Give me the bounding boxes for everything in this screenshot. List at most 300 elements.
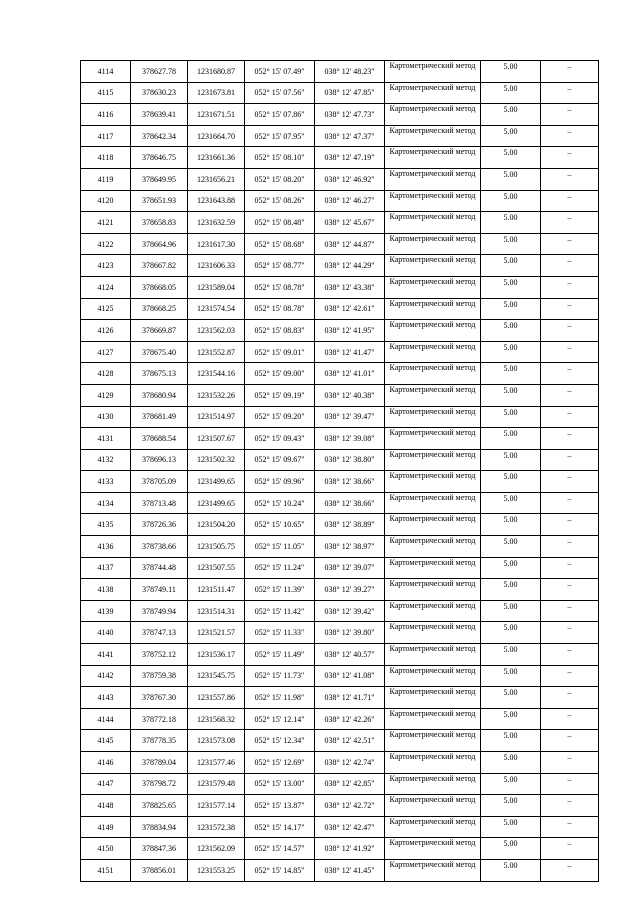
y-coordinate-cell: 1231577.14 xyxy=(188,795,245,817)
x-coordinate-cell: 378856.01 xyxy=(131,859,188,881)
table-row xyxy=(81,665,599,687)
method-cell: Картометрический метод xyxy=(385,428,481,450)
x-coordinate-cell: 378798.72 xyxy=(131,773,188,795)
longitude-cell: 038° 12' 45.67" xyxy=(315,212,385,234)
y-coordinate-cell: 1231536.17 xyxy=(188,644,245,666)
y-coordinate-cell: 1231579.48 xyxy=(188,773,245,795)
latitude-cell: 052° 15' 08.10" xyxy=(245,147,315,169)
longitude-cell: 038° 12' 38.97" xyxy=(315,536,385,558)
accuracy-cell: 5.00 xyxy=(481,492,541,514)
x-coordinate-cell: 378642.34 xyxy=(131,125,188,147)
latitude-cell: 052° 15' 11.73" xyxy=(245,665,315,687)
accuracy-cell: 5.00 xyxy=(481,708,541,730)
note-cell: – xyxy=(541,622,599,644)
latitude-cell: 052° 15' 10.24" xyxy=(245,492,315,514)
y-coordinate-cell: 1231507.67 xyxy=(188,428,245,450)
latitude-cell: 052° 15' 09.96" xyxy=(245,471,315,493)
table-row xyxy=(81,190,599,212)
table-row xyxy=(81,320,599,342)
note-cell: – xyxy=(541,773,599,795)
latitude-cell: 052° 15' 13.87" xyxy=(245,795,315,817)
note-cell: – xyxy=(541,752,599,774)
y-coordinate-cell: 1231545.75 xyxy=(188,665,245,687)
x-coordinate-cell: 378658.83 xyxy=(131,212,188,234)
table-row xyxy=(81,255,599,277)
table-row xyxy=(81,536,599,558)
accuracy-cell: 5.00 xyxy=(481,449,541,471)
accuracy-cell: 5.00 xyxy=(481,406,541,428)
y-coordinate-cell: 1231521.57 xyxy=(188,622,245,644)
note-cell: – xyxy=(541,61,599,83)
point-number-cell: 4150 xyxy=(81,838,131,860)
note-cell: – xyxy=(541,730,599,752)
y-coordinate-cell: 1231632.59 xyxy=(188,212,245,234)
point-number-cell: 4141 xyxy=(81,644,131,666)
accuracy-cell: 5.00 xyxy=(481,644,541,666)
point-number-cell: 4129 xyxy=(81,384,131,406)
accuracy-cell: 5.00 xyxy=(481,557,541,579)
x-coordinate-cell: 378825.65 xyxy=(131,795,188,817)
point-number-cell: 4134 xyxy=(81,492,131,514)
method-cell: Картометрический метод xyxy=(385,622,481,644)
y-coordinate-cell: 1231507.55 xyxy=(188,557,245,579)
longitude-cell: 038° 12' 42.51" xyxy=(315,730,385,752)
note-cell: – xyxy=(541,428,599,450)
method-cell: Картометрический метод xyxy=(385,600,481,622)
method-cell: Картометрический метод xyxy=(385,752,481,774)
y-coordinate-cell: 1231568.32 xyxy=(188,708,245,730)
note-cell: – xyxy=(541,644,599,666)
method-cell: Картометрический метод xyxy=(385,773,481,795)
note-cell: – xyxy=(541,557,599,579)
accuracy-cell: 5.00 xyxy=(481,838,541,860)
accuracy-cell: 5.00 xyxy=(481,233,541,255)
latitude-cell: 052° 15' 11.39" xyxy=(245,579,315,601)
table-row xyxy=(81,730,599,752)
table-row xyxy=(81,384,599,406)
point-number-cell: 4142 xyxy=(81,665,131,687)
note-cell: – xyxy=(541,363,599,385)
table-row xyxy=(81,492,599,514)
latitude-cell: 052° 15' 14.57" xyxy=(245,838,315,860)
accuracy-cell: 5.00 xyxy=(481,665,541,687)
method-cell: Картометрический метод xyxy=(385,104,481,126)
longitude-cell: 038° 12' 41.92" xyxy=(315,838,385,860)
x-coordinate-cell: 378713.48 xyxy=(131,492,188,514)
method-cell: Картометрический метод xyxy=(385,859,481,881)
latitude-cell: 052° 15' 08.26" xyxy=(245,190,315,212)
longitude-cell: 038° 12' 39.07" xyxy=(315,557,385,579)
longitude-cell: 038° 12' 40.57" xyxy=(315,644,385,666)
note-cell: – xyxy=(541,233,599,255)
note-cell: – xyxy=(541,212,599,234)
note-cell: – xyxy=(541,600,599,622)
x-coordinate-cell: 378749.94 xyxy=(131,600,188,622)
note-cell: – xyxy=(541,471,599,493)
method-cell: Картометрический метод xyxy=(385,384,481,406)
longitude-cell: 038° 12' 47.73" xyxy=(315,104,385,126)
accuracy-cell: 5.00 xyxy=(481,752,541,774)
table-row xyxy=(81,428,599,450)
accuracy-cell: 5.00 xyxy=(481,730,541,752)
latitude-cell: 052° 15' 12.34" xyxy=(245,730,315,752)
point-number-cell: 4131 xyxy=(81,428,131,450)
method-cell: Картометрический метод xyxy=(385,341,481,363)
accuracy-cell: 5.00 xyxy=(481,190,541,212)
method-cell: Картометрический метод xyxy=(385,557,481,579)
accuracy-cell: 5.00 xyxy=(481,816,541,838)
table-row xyxy=(81,125,599,147)
y-coordinate-cell: 1231504.20 xyxy=(188,514,245,536)
note-cell: – xyxy=(541,838,599,860)
y-coordinate-cell: 1231643.88 xyxy=(188,190,245,212)
x-coordinate-cell: 378778.35 xyxy=(131,730,188,752)
latitude-cell: 052° 15' 09.01" xyxy=(245,341,315,363)
method-cell: Картометрический метод xyxy=(385,61,481,83)
table-row xyxy=(81,579,599,601)
table-row xyxy=(81,600,599,622)
longitude-cell: 038° 12' 41.95" xyxy=(315,320,385,342)
longitude-cell: 038° 12' 41.45" xyxy=(315,859,385,881)
latitude-cell: 052° 15' 11.49" xyxy=(245,644,315,666)
method-cell: Картометрический метод xyxy=(385,816,481,838)
longitude-cell: 038° 12' 42.85" xyxy=(315,773,385,795)
point-number-cell: 4144 xyxy=(81,708,131,730)
point-number-cell: 4114 xyxy=(81,61,131,83)
accuracy-cell: 5.00 xyxy=(481,471,541,493)
method-cell: Картометрический метод xyxy=(385,492,481,514)
point-number-cell: 4121 xyxy=(81,212,131,234)
note-cell: – xyxy=(541,276,599,298)
point-number-cell: 4120 xyxy=(81,190,131,212)
table-row xyxy=(81,341,599,363)
latitude-cell: 052° 15' 11.24" xyxy=(245,557,315,579)
y-coordinate-cell: 1231661.36 xyxy=(188,147,245,169)
x-coordinate-cell: 378705.09 xyxy=(131,471,188,493)
method-cell: Картометрический метод xyxy=(385,233,481,255)
table-row xyxy=(81,82,599,104)
x-coordinate-cell: 378747.13 xyxy=(131,622,188,644)
y-coordinate-cell: 1231577.46 xyxy=(188,752,245,774)
y-coordinate-cell: 1231656.21 xyxy=(188,168,245,190)
longitude-cell: 038° 12' 39.27" xyxy=(315,579,385,601)
longitude-cell: 038° 12' 38.80" xyxy=(315,449,385,471)
y-coordinate-cell: 1231573.08 xyxy=(188,730,245,752)
x-coordinate-cell: 378772.18 xyxy=(131,708,188,730)
accuracy-cell: 5.00 xyxy=(481,82,541,104)
accuracy-cell: 5.00 xyxy=(481,384,541,406)
longitude-cell: 038° 12' 41.71" xyxy=(315,687,385,709)
point-number-cell: 4135 xyxy=(81,514,131,536)
x-coordinate-cell: 378646.75 xyxy=(131,147,188,169)
latitude-cell: 052° 15' 09.20" xyxy=(245,406,315,428)
table-row xyxy=(81,557,599,579)
method-cell: Картометрический метод xyxy=(385,536,481,558)
table-row xyxy=(81,838,599,860)
table-row xyxy=(81,212,599,234)
note-cell: – xyxy=(541,665,599,687)
table-row xyxy=(81,859,599,881)
method-cell: Картометрический метод xyxy=(385,838,481,860)
x-coordinate-cell: 378651.93 xyxy=(131,190,188,212)
accuracy-cell: 5.00 xyxy=(481,795,541,817)
accuracy-cell: 5.00 xyxy=(481,622,541,644)
point-number-cell: 4117 xyxy=(81,125,131,147)
table-row xyxy=(81,708,599,730)
latitude-cell: 052° 15' 08.77" xyxy=(245,255,315,277)
latitude-cell: 052° 15' 11.33" xyxy=(245,622,315,644)
y-coordinate-cell: 1231532.26 xyxy=(188,384,245,406)
point-number-cell: 4130 xyxy=(81,406,131,428)
x-coordinate-cell: 378669.87 xyxy=(131,320,188,342)
table-row xyxy=(81,816,599,838)
longitude-cell: 038° 12' 39.47" xyxy=(315,406,385,428)
x-coordinate-cell: 378680.94 xyxy=(131,384,188,406)
method-cell: Картометрический метод xyxy=(385,147,481,169)
accuracy-cell: 5.00 xyxy=(481,859,541,881)
table-row xyxy=(81,773,599,795)
latitude-cell: 052° 15' 08.78" xyxy=(245,298,315,320)
note-cell: – xyxy=(541,82,599,104)
point-number-cell: 4136 xyxy=(81,536,131,558)
table-row xyxy=(81,514,599,536)
y-coordinate-cell: 1231553.25 xyxy=(188,859,245,881)
longitude-cell: 038° 12' 38.89" xyxy=(315,514,385,536)
x-coordinate-cell: 378696.13 xyxy=(131,449,188,471)
accuracy-cell: 5.00 xyxy=(481,363,541,385)
longitude-cell: 038° 12' 44.87" xyxy=(315,233,385,255)
note-cell: – xyxy=(541,449,599,471)
y-coordinate-cell: 1231562.03 xyxy=(188,320,245,342)
longitude-cell: 038° 12' 39.80" xyxy=(315,622,385,644)
longitude-cell: 038° 12' 42.61" xyxy=(315,298,385,320)
method-cell: Картометрический метод xyxy=(385,449,481,471)
longitude-cell: 038° 12' 47.19" xyxy=(315,147,385,169)
latitude-cell: 052° 15' 08.78" xyxy=(245,276,315,298)
latitude-cell: 052° 15' 07.49" xyxy=(245,61,315,83)
note-cell: – xyxy=(541,536,599,558)
latitude-cell: 052° 15' 07.95" xyxy=(245,125,315,147)
accuracy-cell: 5.00 xyxy=(481,579,541,601)
point-number-cell: 4124 xyxy=(81,276,131,298)
longitude-cell: 038° 12' 46.27" xyxy=(315,190,385,212)
note-cell: – xyxy=(541,147,599,169)
point-number-cell: 4140 xyxy=(81,622,131,644)
method-cell: Картометрический метод xyxy=(385,579,481,601)
x-coordinate-cell: 378847.36 xyxy=(131,838,188,860)
point-number-cell: 4116 xyxy=(81,104,131,126)
x-coordinate-cell: 378834.94 xyxy=(131,816,188,838)
note-cell: – xyxy=(541,859,599,881)
y-coordinate-cell: 1231673.81 xyxy=(188,82,245,104)
accuracy-cell: 5.00 xyxy=(481,212,541,234)
table-row xyxy=(81,471,599,493)
point-number-cell: 4145 xyxy=(81,730,131,752)
point-number-cell: 4125 xyxy=(81,298,131,320)
accuracy-cell: 5.00 xyxy=(481,147,541,169)
method-cell: Картометрический метод xyxy=(385,82,481,104)
point-number-cell: 4115 xyxy=(81,82,131,104)
x-coordinate-cell: 378675.13 xyxy=(131,363,188,385)
y-coordinate-cell: 1231511.47 xyxy=(188,579,245,601)
table-row xyxy=(81,406,599,428)
table-row xyxy=(81,276,599,298)
y-coordinate-cell: 1231544.16 xyxy=(188,363,245,385)
method-cell: Картометрический метод xyxy=(385,125,481,147)
longitude-cell: 038° 12' 41.08" xyxy=(315,665,385,687)
latitude-cell: 052° 15' 08.83" xyxy=(245,320,315,342)
accuracy-cell: 5.00 xyxy=(481,125,541,147)
note-cell: – xyxy=(541,125,599,147)
table-row xyxy=(81,687,599,709)
x-coordinate-cell: 378738.66 xyxy=(131,536,188,558)
point-number-cell: 4143 xyxy=(81,687,131,709)
y-coordinate-cell: 1231589.04 xyxy=(188,276,245,298)
x-coordinate-cell: 378759.38 xyxy=(131,665,188,687)
method-cell: Картометрический метод xyxy=(385,320,481,342)
latitude-cell: 052° 15' 14.17" xyxy=(245,816,315,838)
y-coordinate-cell: 1231502.32 xyxy=(188,449,245,471)
longitude-cell: 038° 12' 41.01" xyxy=(315,363,385,385)
point-number-cell: 4146 xyxy=(81,752,131,774)
x-coordinate-cell: 378688.54 xyxy=(131,428,188,450)
note-cell: – xyxy=(541,384,599,406)
x-coordinate-cell: 378767.30 xyxy=(131,687,188,709)
latitude-cell: 052° 15' 08.20" xyxy=(245,168,315,190)
longitude-cell: 038° 12' 43.38" xyxy=(315,276,385,298)
accuracy-cell: 5.00 xyxy=(481,276,541,298)
y-coordinate-cell: 1231606.33 xyxy=(188,255,245,277)
latitude-cell: 052° 15' 14.85" xyxy=(245,859,315,881)
note-cell: – xyxy=(541,406,599,428)
note-cell: – xyxy=(541,320,599,342)
latitude-cell: 052° 15' 11.42" xyxy=(245,600,315,622)
note-cell: – xyxy=(541,341,599,363)
y-coordinate-cell: 1231574.54 xyxy=(188,298,245,320)
accuracy-cell: 5.00 xyxy=(481,168,541,190)
method-cell: Картометрический метод xyxy=(385,644,481,666)
longitude-cell: 038° 12' 47.37" xyxy=(315,125,385,147)
longitude-cell: 038° 12' 42.74" xyxy=(315,752,385,774)
latitude-cell: 052° 15' 08.48" xyxy=(245,212,315,234)
longitude-cell: 038° 12' 48.23" xyxy=(315,61,385,83)
y-coordinate-cell: 1231552.87 xyxy=(188,341,245,363)
method-cell: Картометрический метод xyxy=(385,298,481,320)
method-cell: Картометрический метод xyxy=(385,406,481,428)
point-number-cell: 4148 xyxy=(81,795,131,817)
method-cell: Картометрический метод xyxy=(385,190,481,212)
x-coordinate-cell: 378664.96 xyxy=(131,233,188,255)
latitude-cell: 052° 15' 10.65" xyxy=(245,514,315,536)
note-cell: – xyxy=(541,298,599,320)
table-row xyxy=(81,61,599,83)
x-coordinate-cell: 378668.05 xyxy=(131,276,188,298)
accuracy-cell: 5.00 xyxy=(481,428,541,450)
x-coordinate-cell: 378744.48 xyxy=(131,557,188,579)
coordinates-table xyxy=(80,60,599,882)
y-coordinate-cell: 1231671.51 xyxy=(188,104,245,126)
accuracy-cell: 5.00 xyxy=(481,536,541,558)
table-row xyxy=(81,363,599,385)
x-coordinate-cell: 378752.12 xyxy=(131,644,188,666)
point-number-cell: 4133 xyxy=(81,471,131,493)
note-cell: – xyxy=(541,492,599,514)
table-row xyxy=(81,795,599,817)
latitude-cell: 052° 15' 08.68" xyxy=(245,233,315,255)
note-cell: – xyxy=(541,795,599,817)
point-number-cell: 4122 xyxy=(81,233,131,255)
method-cell: Картометрический метод xyxy=(385,363,481,385)
point-number-cell: 4139 xyxy=(81,600,131,622)
point-number-cell: 4127 xyxy=(81,341,131,363)
accuracy-cell: 5.00 xyxy=(481,298,541,320)
longitude-cell: 038° 12' 42.47" xyxy=(315,816,385,838)
note-cell: – xyxy=(541,168,599,190)
method-cell: Картометрический метод xyxy=(385,212,481,234)
longitude-cell: 038° 12' 38.66" xyxy=(315,471,385,493)
accuracy-cell: 5.00 xyxy=(481,320,541,342)
accuracy-cell: 5.00 xyxy=(481,773,541,795)
accuracy-cell: 5.00 xyxy=(481,687,541,709)
longitude-cell: 038° 12' 41.47" xyxy=(315,341,385,363)
x-coordinate-cell: 378726.36 xyxy=(131,514,188,536)
note-cell: – xyxy=(541,708,599,730)
point-number-cell: 4128 xyxy=(81,363,131,385)
point-number-cell: 4151 xyxy=(81,859,131,881)
x-coordinate-cell: 378789.04 xyxy=(131,752,188,774)
x-coordinate-cell: 378667.82 xyxy=(131,255,188,277)
latitude-cell: 052° 15' 11.05" xyxy=(245,536,315,558)
accuracy-cell: 5.00 xyxy=(481,61,541,83)
accuracy-cell: 5.00 xyxy=(481,255,541,277)
table-row xyxy=(81,104,599,126)
accuracy-cell: 5.00 xyxy=(481,341,541,363)
point-number-cell: 4118 xyxy=(81,147,131,169)
y-coordinate-cell: 1231514.97 xyxy=(188,406,245,428)
point-number-cell: 4137 xyxy=(81,557,131,579)
table-row xyxy=(81,752,599,774)
latitude-cell: 052° 15' 07.56" xyxy=(245,82,315,104)
point-number-cell: 4123 xyxy=(81,255,131,277)
longitude-cell: 038° 12' 42.26" xyxy=(315,708,385,730)
x-coordinate-cell: 378668.25 xyxy=(131,298,188,320)
latitude-cell: 052° 15' 09.67" xyxy=(245,449,315,471)
method-cell: Картометрический метод xyxy=(385,471,481,493)
table-row xyxy=(81,147,599,169)
y-coordinate-cell: 1231557.86 xyxy=(188,687,245,709)
note-cell: – xyxy=(541,687,599,709)
note-cell: – xyxy=(541,579,599,601)
table-row xyxy=(81,233,599,255)
longitude-cell: 038° 12' 44.29" xyxy=(315,255,385,277)
y-coordinate-cell: 1231499.65 xyxy=(188,471,245,493)
table-row xyxy=(81,168,599,190)
longitude-cell: 038° 12' 42.72" xyxy=(315,795,385,817)
accuracy-cell: 5.00 xyxy=(481,600,541,622)
x-coordinate-cell: 378627.78 xyxy=(131,61,188,83)
accuracy-cell: 5.00 xyxy=(481,514,541,536)
longitude-cell: 038° 12' 47.85" xyxy=(315,82,385,104)
accuracy-cell: 5.00 xyxy=(481,104,541,126)
table-body xyxy=(81,61,599,882)
method-cell: Картометрический метод xyxy=(385,665,481,687)
y-coordinate-cell: 1231514.31 xyxy=(188,600,245,622)
method-cell: Картометрический метод xyxy=(385,168,481,190)
x-coordinate-cell: 378681.49 xyxy=(131,406,188,428)
longitude-cell: 038° 12' 40.38" xyxy=(315,384,385,406)
method-cell: Картометрический метод xyxy=(385,730,481,752)
y-coordinate-cell: 1231499.65 xyxy=(188,492,245,514)
